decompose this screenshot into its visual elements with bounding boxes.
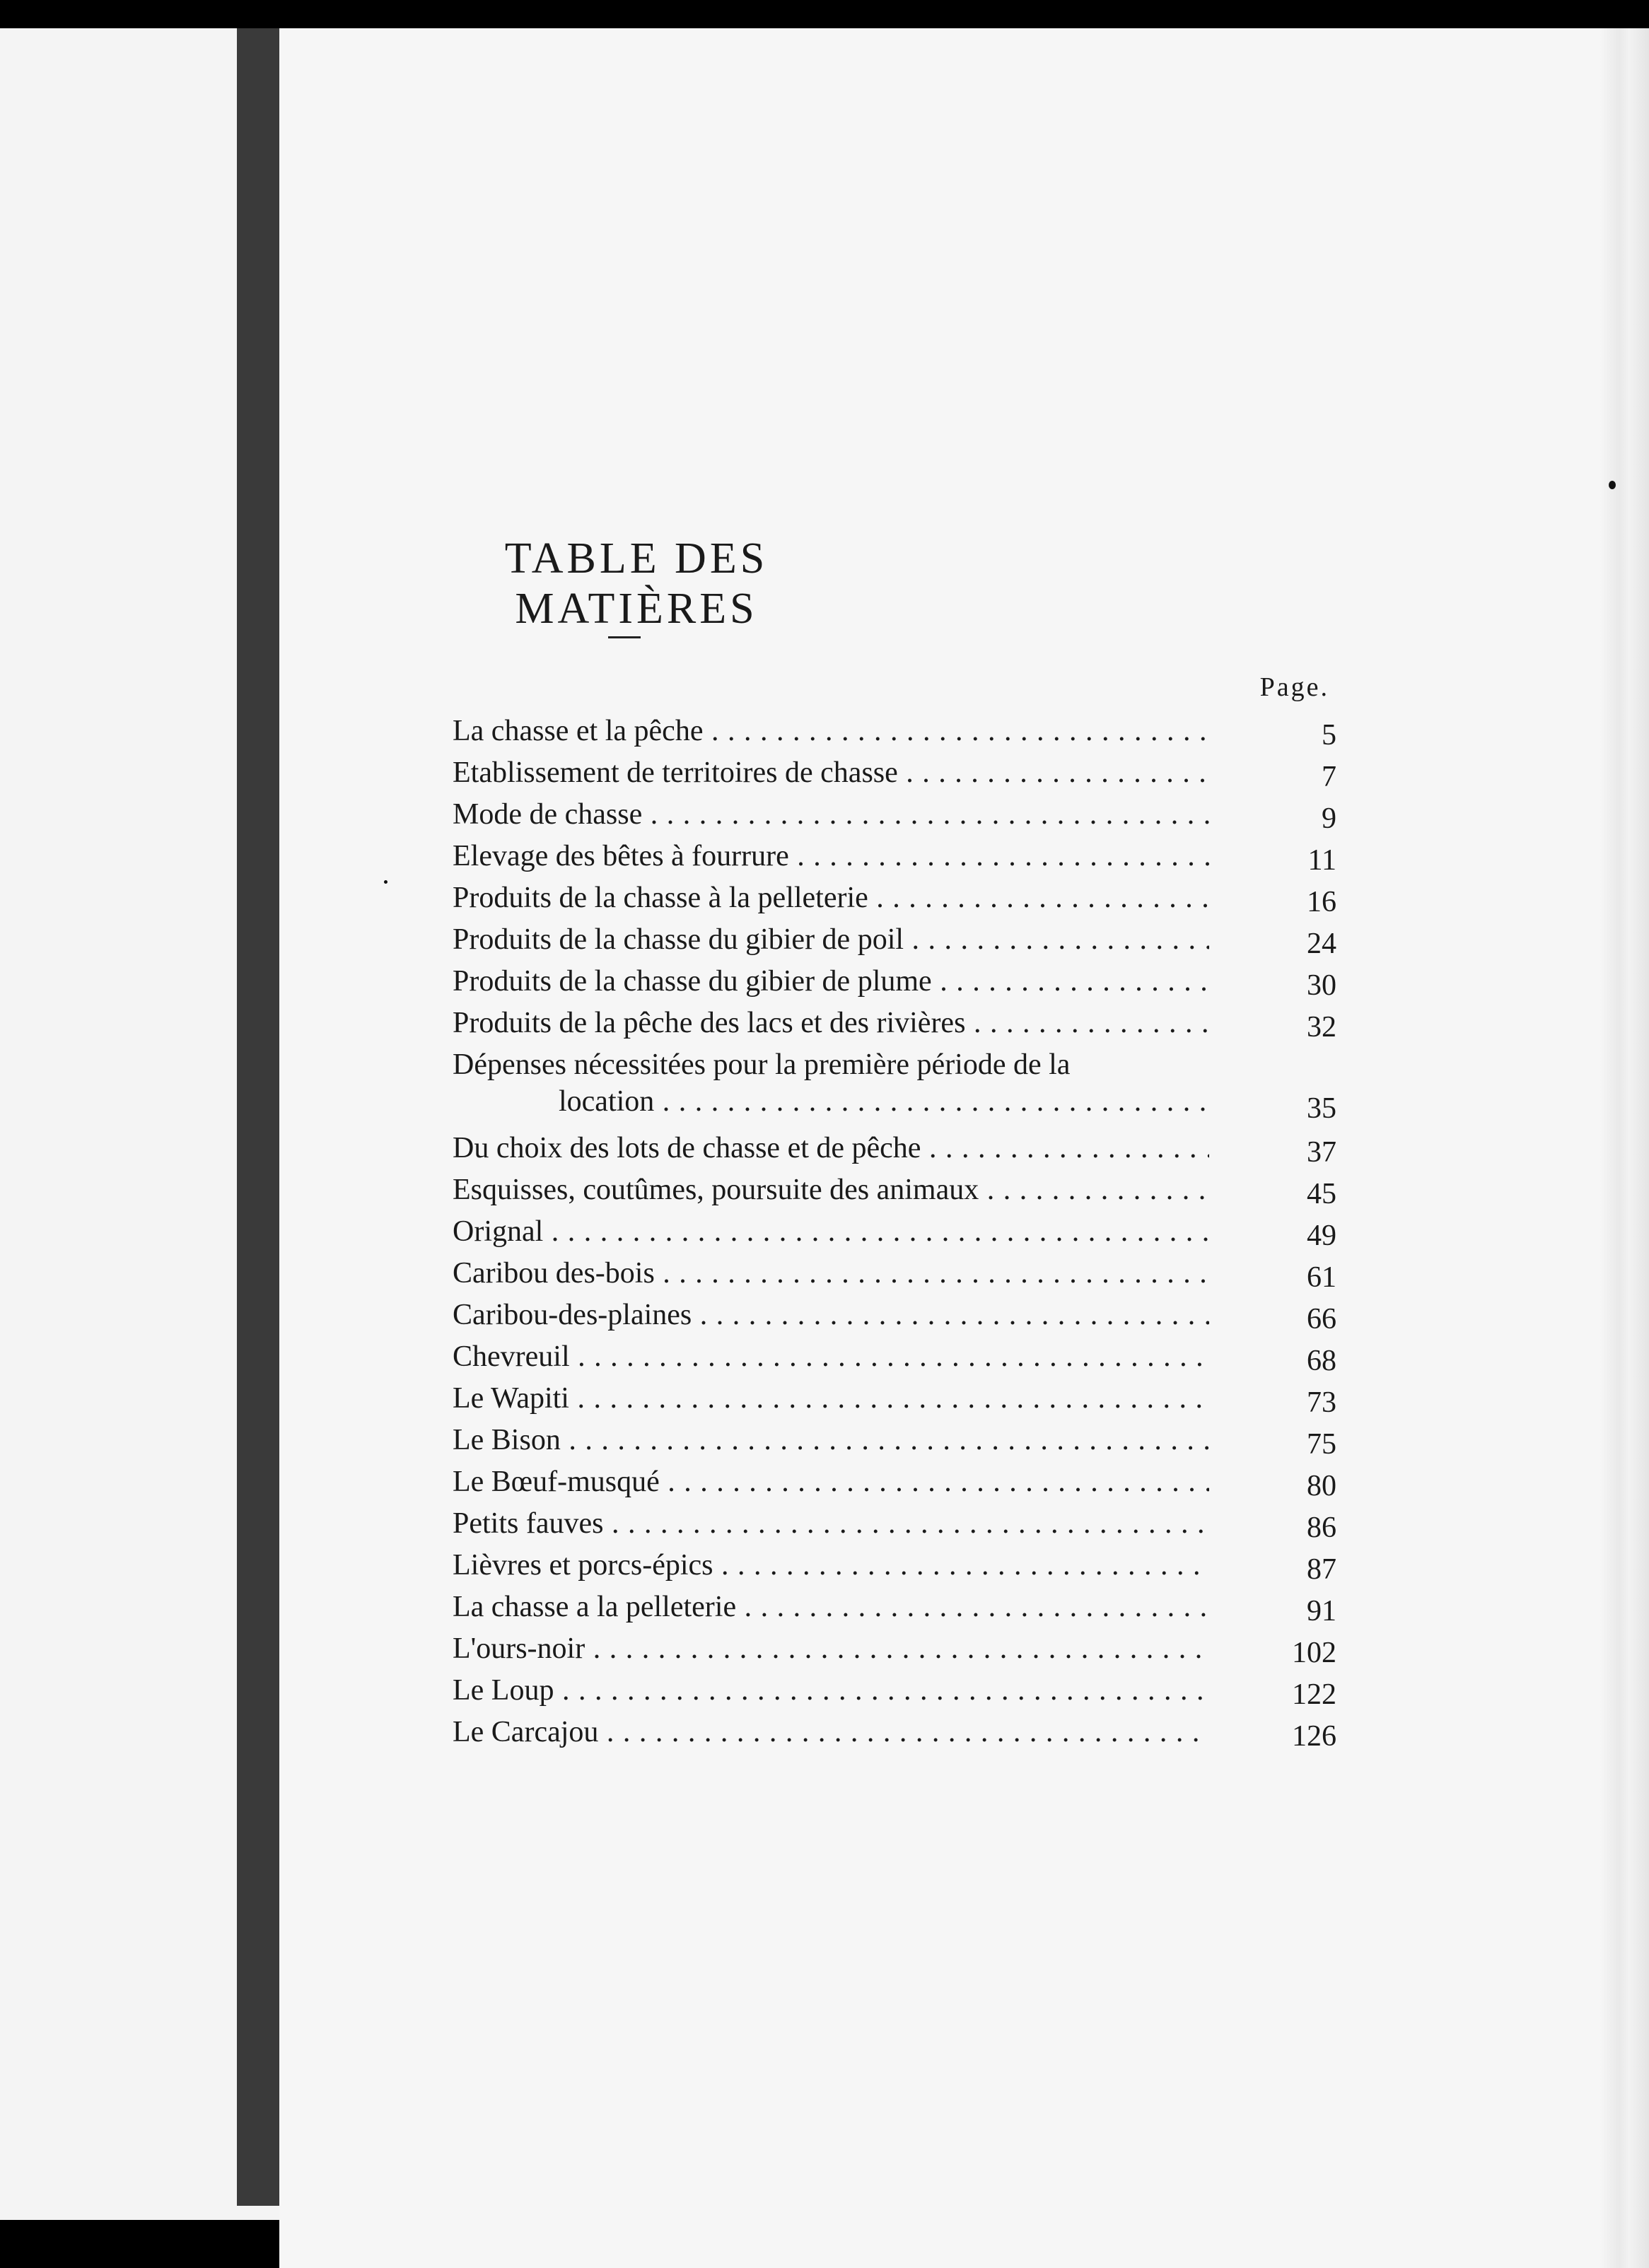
- toc-entry-title-continuation: location . . .: [559, 1085, 1209, 1118]
- toc-entry-page: 87: [1307, 1553, 1336, 1586]
- toc-entry-title: Esquisses, coutûmes, poursuite des animaux . . .: [453, 1173, 1209, 1207]
- toc-entry: [453, 1298, 1336, 1340]
- toc-entry-page: 37: [1307, 1136, 1336, 1169]
- toc-entry-page: 49: [1307, 1220, 1336, 1252]
- toc-entry-title: Elevage des bêtes à fourrure . . .: [453, 839, 1209, 873]
- toc-entry-title: Du choix des lots de chasse et de pêche . . .: [453, 1131, 1209, 1165]
- toc-entry-title: Produits de la chasse à la pelleterie . . .: [453, 881, 1209, 915]
- toc-entry-page: 9: [1322, 802, 1336, 835]
- toc-entry: [453, 839, 1336, 881]
- toc-entry-page: 35: [1307, 1092, 1336, 1125]
- toc-entry-title: Chevreuil . . .: [453, 1340, 1209, 1374]
- ink-speck: [1609, 481, 1616, 489]
- toc-entry-page: 32: [1307, 1011, 1336, 1044]
- toc-entry-page: 73: [1307, 1386, 1336, 1419]
- toc-entry: [453, 714, 1336, 756]
- toc-entry-title: Le Loup . . .: [453, 1673, 1209, 1707]
- toc-entry-title: Caribou des-bois . . .: [453, 1256, 1209, 1290]
- toc-entry-title: Produits de la chasse du gibier de poil . . .: [453, 923, 1209, 957]
- toc-entry: [453, 797, 1336, 839]
- toc-entry-page: 7: [1322, 761, 1336, 793]
- toc-entry: [453, 1590, 1336, 1632]
- page-title: TABLE DES MATIÈRES: [504, 534, 769, 633]
- toc-entry: [453, 1381, 1336, 1423]
- toc-entry-page: 61: [1307, 1261, 1336, 1294]
- toc-entry: [453, 1548, 1336, 1590]
- toc-entry-page: 86: [1307, 1512, 1336, 1544]
- toc-entry: [453, 756, 1336, 797]
- toc-entry-page: 102: [1292, 1637, 1336, 1669]
- toc-entry-title: Petits fauves . . .: [453, 1507, 1209, 1541]
- toc-entry-page: 66: [1307, 1303, 1336, 1335]
- toc-entry: [453, 1673, 1336, 1715]
- toc-entry-title: L'ours-noir . . .: [453, 1632, 1209, 1666]
- toc-entry: [453, 1632, 1336, 1673]
- toc-entry-page: 5: [1322, 719, 1336, 752]
- toc-entry-page: 75: [1307, 1428, 1336, 1461]
- table-of-contents: [453, 714, 1336, 1757]
- ink-speck: [384, 880, 388, 884]
- toc-entry-page: 91: [1307, 1595, 1336, 1627]
- toc-entry-page: 80: [1307, 1470, 1336, 1502]
- toc-entry: [453, 1215, 1336, 1256]
- page-column-header: Page.: [1259, 672, 1329, 702]
- page-edge: [1600, 28, 1649, 2268]
- toc-entry: [453, 1131, 1336, 1173]
- toc-entry: [453, 1465, 1336, 1507]
- toc-entry-title: La chasse et la pêche . . .: [453, 714, 1209, 748]
- toc-entry-title: Produits de la chasse du gibier de plume . . .: [453, 964, 1209, 998]
- toc-entry: [453, 1340, 1336, 1381]
- toc-entry-title: Lièvres et porcs-épics . . .: [453, 1548, 1209, 1582]
- toc-entry: [453, 1256, 1336, 1298]
- toc-entry: [453, 964, 1336, 1006]
- toc-entry-title: Produits de la pêche des lacs et des rivières . . .: [453, 1006, 1209, 1040]
- toc-entry-title: Caribou-des-plaines . . .: [453, 1298, 1209, 1332]
- title-rule: [608, 636, 641, 638]
- toc-entry: [453, 1507, 1336, 1548]
- toc-entry: [453, 923, 1336, 964]
- toc-entry-page: 122: [1292, 1678, 1336, 1711]
- toc-entry-title: Mode de chasse . . .: [453, 797, 1209, 831]
- toc-entry: [453, 1006, 1336, 1048]
- toc-entry-title: Etablissement de territoires de chasse . . .: [453, 756, 1209, 790]
- toc-entry-page: 30: [1307, 969, 1336, 1002]
- toc-entry: [453, 1423, 1336, 1465]
- toc-entry-title: Orignal . . .: [453, 1215, 1209, 1249]
- book-gutter: [237, 28, 279, 2206]
- toc-entry-page: 16: [1307, 886, 1336, 918]
- toc-entry: [453, 881, 1336, 923]
- toc-entry-page: 126: [1292, 1720, 1336, 1753]
- toc-entry-title: Le Bison . . .: [453, 1423, 1209, 1457]
- toc-entry-title: Le Bœuf-musqué . . .: [453, 1465, 1209, 1499]
- toc-entry: [453, 1173, 1336, 1215]
- toc-entry: [453, 1715, 1336, 1757]
- toc-entry-title: Le Wapiti . . .: [453, 1381, 1209, 1415]
- toc-entry-page: 24: [1307, 928, 1336, 960]
- toc-entry-title: Dépenses nécessitées pour la première période de la: [453, 1048, 1071, 1081]
- toc-entry-page: 45: [1307, 1178, 1336, 1210]
- toc-entry-page: 68: [1307, 1345, 1336, 1377]
- toc-entry-title: Le Carcajou . . .: [453, 1715, 1209, 1749]
- toc-entry: [453, 1048, 1336, 1131]
- toc-entry-title: La chasse a la pelleterie . . .: [453, 1590, 1209, 1624]
- toc-entry-page: 11: [1307, 844, 1336, 877]
